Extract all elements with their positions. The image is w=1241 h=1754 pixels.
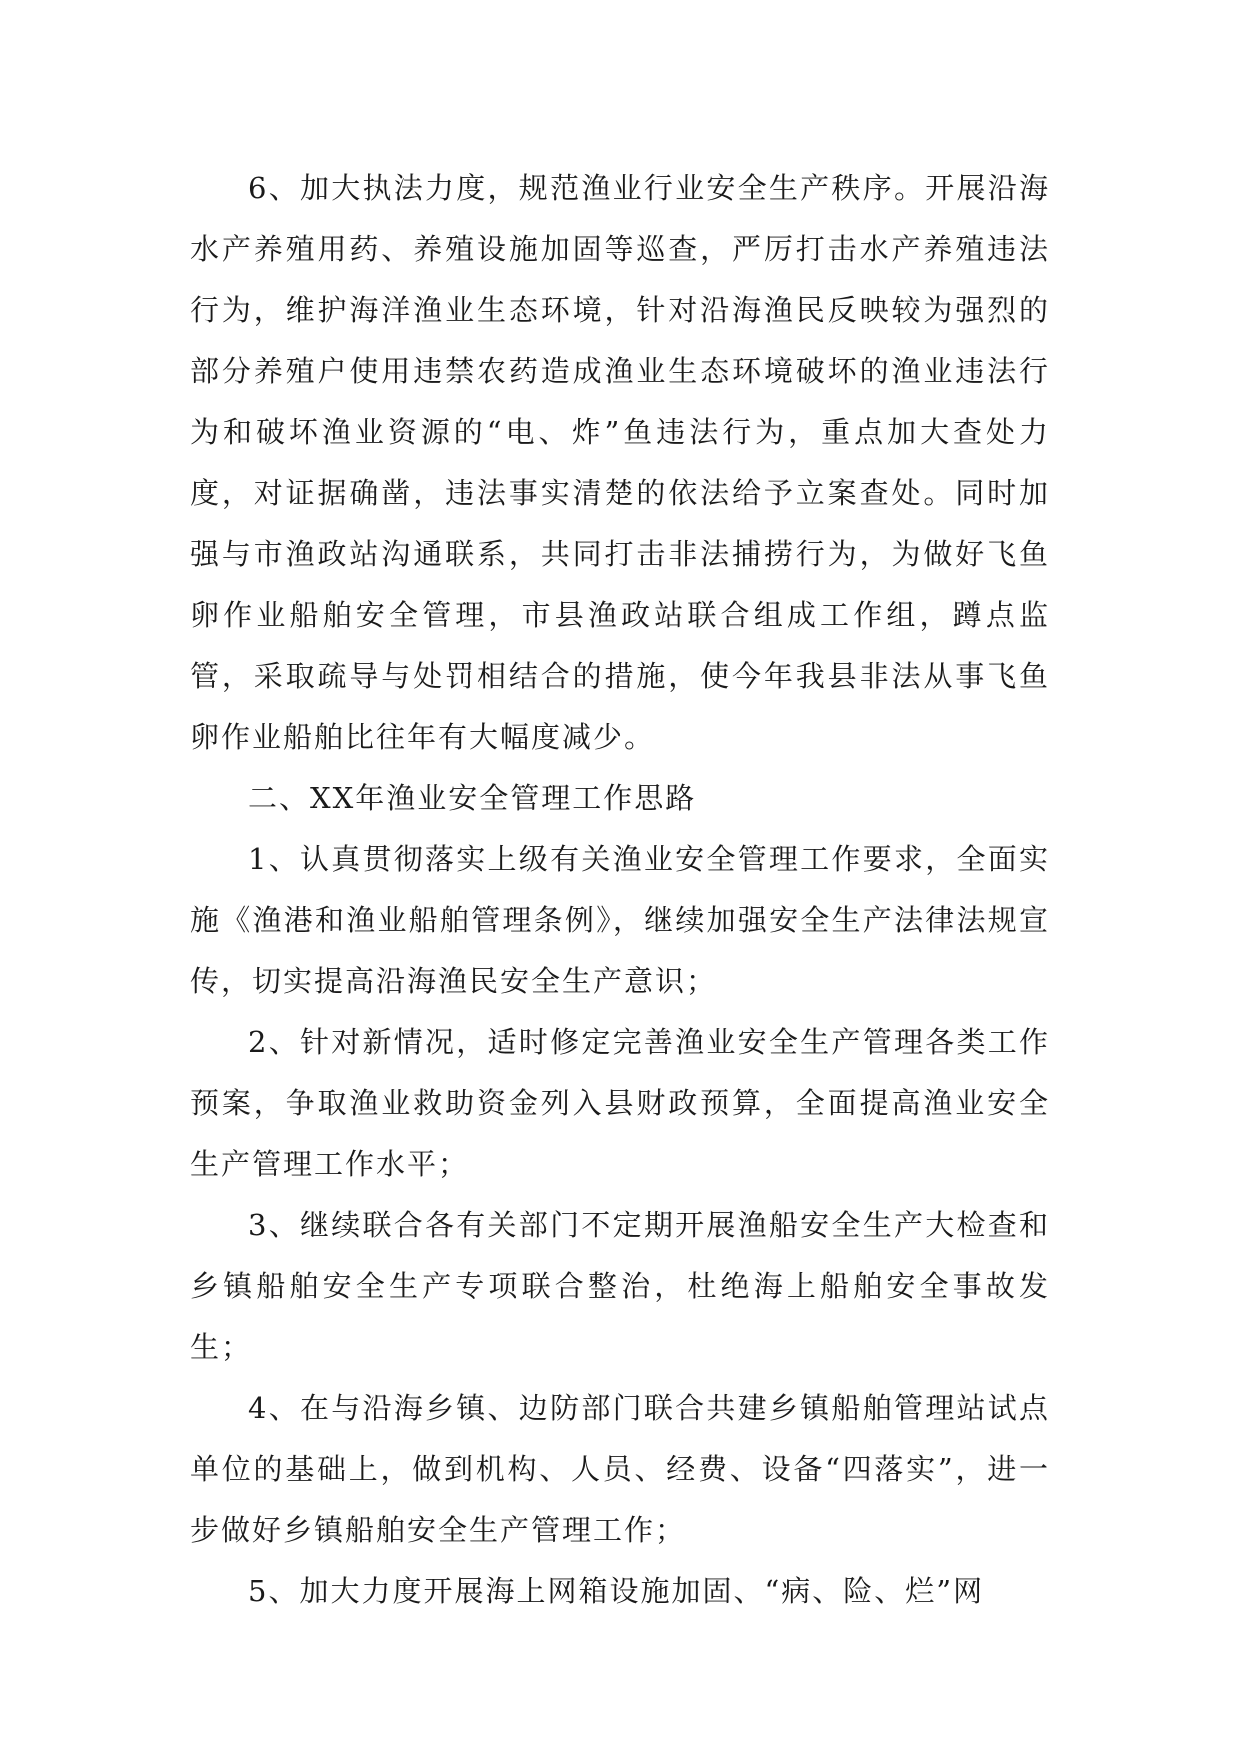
paragraph-item-2: 2、针对新情况，适时修定完善渔业安全生产管理各类工作预案，争取渔业救助资金列入县财政预算，全面提高渔业安全生产管理工作水平； xyxy=(190,1025,1050,1181)
paragraph-item-3: 3、继续联合各有关部门不定期开展渔船安全生产大检查和乡镇船舶安全生产专项联合整治，杜绝海上船舶安全事故发生； xyxy=(190,1208,1050,1364)
paragraph-enforcement: 6、加大执法力度，规范渔业行业安全生产秩序。开展沿海水产养殖用药、养殖设施加固等巡查，严厉打击水产养殖违法行为，维护海洋渔业生态环境，针对沿海渔民反映较为强烈的部分养殖户使用违禁农药造成渔业生态环境破坏的渔业违法行为和破坏渔业资源的“电、炸”鱼违法行为，重点加大查处力度，对证据确凿，违法事实清楚的依法给予立案查处。同时加强与市渔政站沟通联系，共同打击非法捕捞行为，为做好飞鱼卵作业船舶安全管理，市县渔政站联合组成工作组，蹲点监管，采取疏导与处罚相结合的措施，使今年我县非法从事飞鱼卵作业船舶比往年有大幅度减少。 xyxy=(190,171,1050,754)
paragraph-item-5: 5、加大力度开展海上网箱设施加固、“病、险、烂”网 xyxy=(248,1574,985,1608)
section-heading: 二、XX年渔业安全管理工作思路 xyxy=(248,781,697,815)
paragraph-item-4: 4、在与沿海乡镇、边防部门联合共建乡镇船舶管理站试点单位的基础上，做到机构、人员、经费、设备“四落实”，进一步做好乡镇船舶安全生产管理工作； xyxy=(190,1391,1050,1547)
paragraph-item-1: 1、认真贯彻落实上级有关渔业安全管理工作要求，全面实施《渔港和渔业船舶管理条例》，继续加强安全生产法律法规宣传，切实提高沿海渔民安全生产意识； xyxy=(190,842,1050,998)
document-body xyxy=(190,158,1050,1622)
